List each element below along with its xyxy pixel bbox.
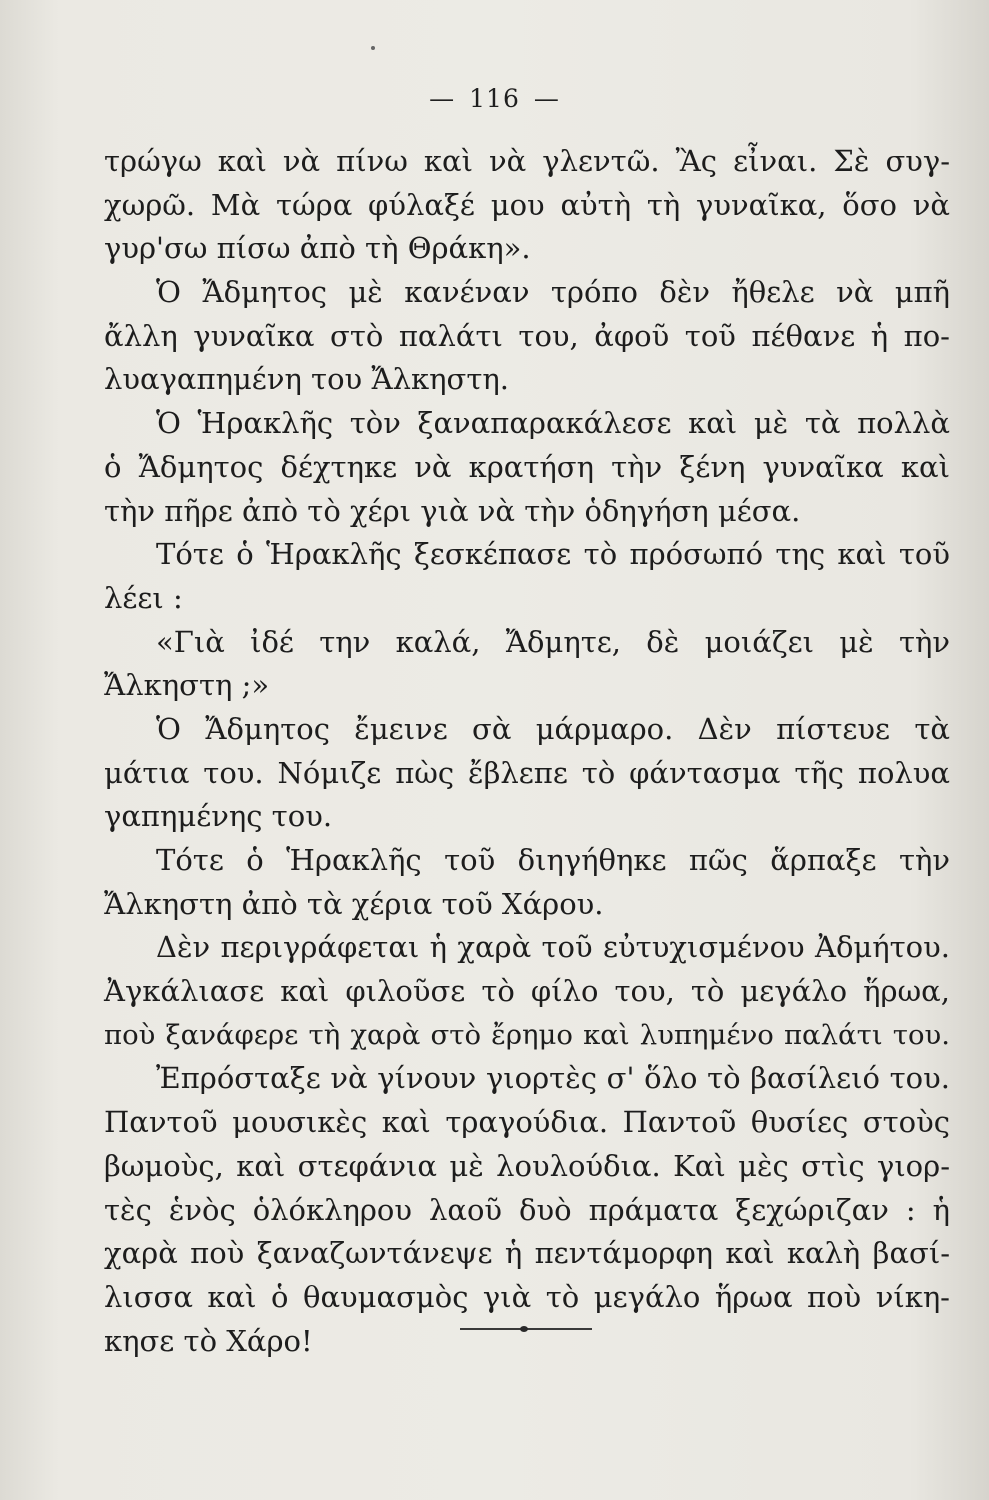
text-line: Ἄλκηστη ἀπὸ τὰ χέρια τοῦ Χάρου. <box>104 886 604 921</box>
text-line: λυαγαπημένη του Ἄλκηστη. <box>104 362 509 397</box>
text-line: Παντοῦ μουσικὲς καὶ τραγούδια. Παντοῦ θυσίες στοὺς <box>104 1105 950 1140</box>
text-line: ἄλλη γυναῖκα στὸ παλάτι του, ἀφοῦ τοῦ πέθανε ἡ πο- <box>104 318 950 353</box>
text-line: Ὁ Ἄδμητος μὲ κανέναν τρόπο δὲν ἤθελε νὰ μπῆ <box>156 275 950 310</box>
text-line: Ἐπρόσταξε νὰ γίνουν γιορτὲς σ' ὅλο τὸ βασίλειό του. <box>156 1061 950 1096</box>
end-separator <box>460 1328 592 1330</box>
header-dash-left: — <box>429 84 456 113</box>
text-line: ποὺ ξανάφερε τὴ χαρὰ στὸ ἔρημο καὶ λυπημένο παλάτι του. <box>104 1018 950 1051</box>
page-header <box>0 84 989 113</box>
text-line: γυρ'σω πίσω ἀπὸ τὴ Θράκη». <box>104 231 531 266</box>
text-line: κησε τὸ Χάρο! <box>104 1323 313 1358</box>
text-line: Τότε ὁ Ἡρακλῆς τοῦ διηγήθηκε πῶς ἅρπαξε τὴν <box>156 843 950 877</box>
text-line: Ὁ Ἡρακλῆς τὸν ξαναπαρακάλεσε καὶ μὲ τὰ πολλὰ <box>156 406 950 441</box>
text-line: βωμοὺς, καὶ στεφάνια μὲ λουλούδια. Καὶ μὲς στὶς γιορ- <box>104 1148 950 1183</box>
text-line: Ἀγκάλιασε καὶ φιλοῦσε τὸ φίλο του, τὸ μεγάλο ἥρωα, <box>104 974 950 1009</box>
text-line: χωρῶ. Μὰ τώρα φύλαξέ μου αὐτὴ τὴ γυναῖκα, ὅσο νὰ <box>104 187 950 222</box>
body-text <box>104 140 950 1363</box>
ink-speck <box>371 46 375 50</box>
text-line: Ἄλκηστη ;» <box>104 668 270 703</box>
text-line: λισσα καὶ ὁ θαυμασμὸς γιὰ τὸ μεγάλο ἥρωα ποὺ νίκη- <box>104 1279 950 1314</box>
header-dash-right: — <box>533 84 560 113</box>
text-line: ὁ Ἄδμητος δέχτηκε νὰ κρατήση τὴν ξένη γυναῖκα καὶ <box>104 449 950 484</box>
text-line: Ὁ Ἄδμητος ἔμεινε σὰ μάρμαρο. Δὲν πίστευε τὰ <box>156 711 950 746</box>
text-line: Δὲν περιγράφεται ἡ χαρὰ τοῦ εὐτυχισμένου Ἀδμήτου. <box>156 930 950 965</box>
text-line: λέει : <box>104 580 183 615</box>
separator-ornament <box>520 1326 528 1332</box>
text-line: τὲς ἑνὸς ὁλόκληρου λαοῦ δυὸ πράματα ξεχώριζαν : ἡ <box>104 1192 950 1227</box>
text-line: τρώγω καὶ νὰ πίνω καὶ νὰ γλεντῶ. Ἂς εἶναι. Σὲ συγ- <box>104 144 950 178</box>
text-line: Τότε ὁ Ἡρακλῆς ξεσκέπασε τὸ πρόσωπό της καὶ τοῦ <box>156 537 950 572</box>
text-line: «Γιὰ ἰδέ την καλά, Ἄδμητε, δὲ μοιάζει μὲ τὴν <box>156 624 950 659</box>
text-line: χαρὰ ποὺ ξαναζωντάνεψε ἡ πεντάμορφη καὶ καλὴ βασί- <box>104 1236 950 1271</box>
page-number: 116 <box>469 84 520 113</box>
text-line: μάτια του. Νόμιζε πὼς ἔβλεπε τὸ φάντασμα τῆς πολυα <box>104 755 950 790</box>
text-line: γαπημένης του. <box>104 799 333 834</box>
text-line: τὴν πῆρε ἀπὸ τὸ χέρι γιὰ νὰ τὴν ὁδηγήση μέσα. <box>104 493 801 528</box>
